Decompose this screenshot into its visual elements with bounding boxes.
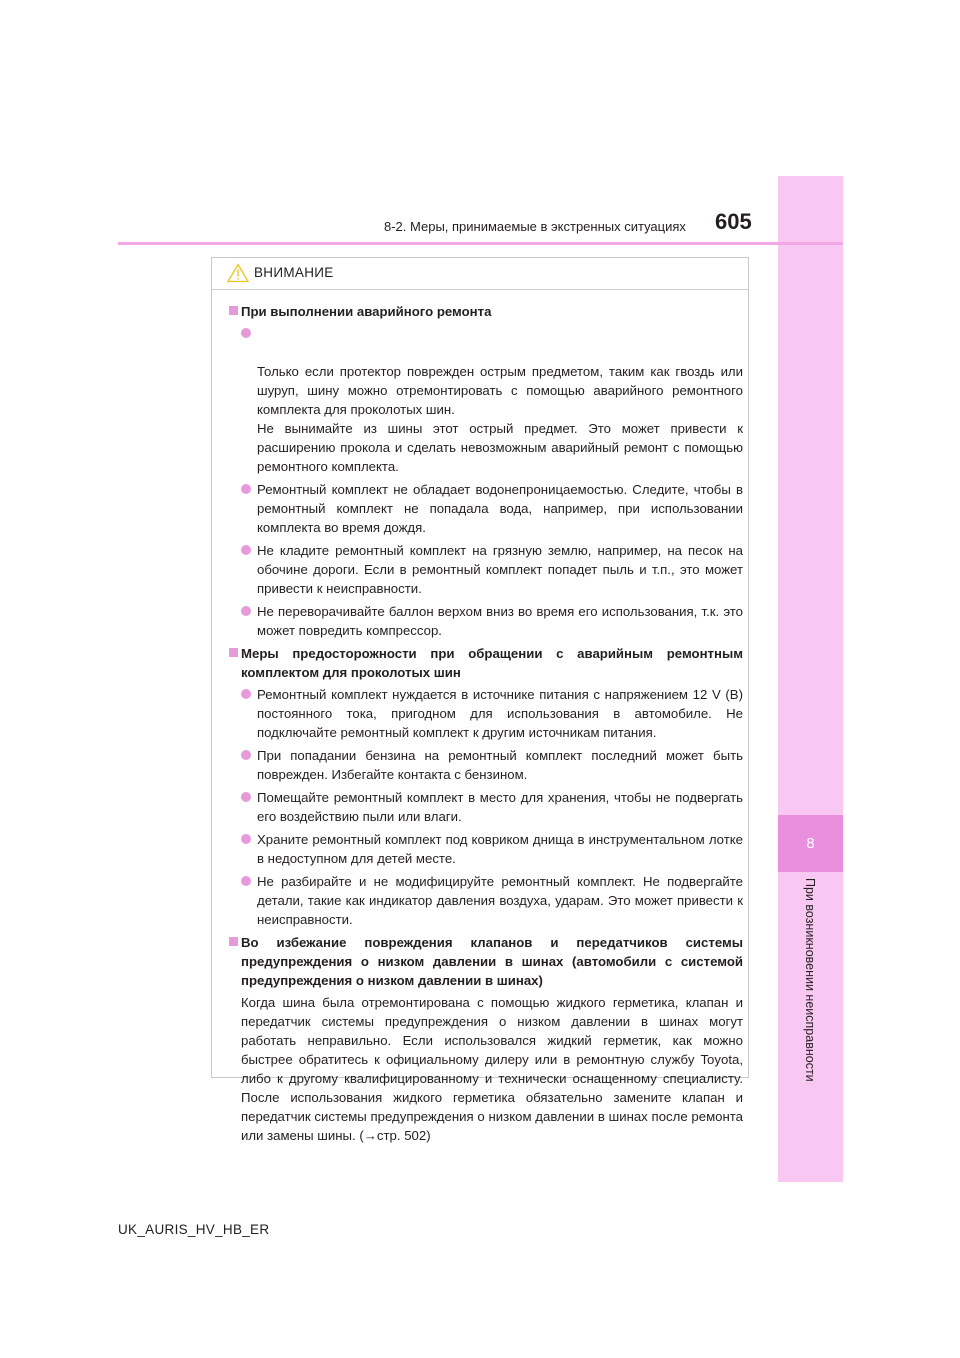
list-item: При попадании бензина на ремонтный комплект последний может быть поврежден. Избегайте контакта с бензином. bbox=[229, 746, 743, 784]
square-bullet-icon bbox=[229, 648, 238, 657]
circle-bullet-icon bbox=[241, 834, 251, 844]
circle-bullet-icon bbox=[241, 876, 251, 886]
chapter-title: При возникновении неисправности bbox=[803, 878, 817, 1082]
square-bullet-icon bbox=[229, 937, 238, 946]
list-item: Ремонтный комплект нуждается в источнике питания с напряжением 12 V (В) постоянного тока, пригодном для использования в автомобиле. Не подключайте ремонтный комплект к другим источникам питания. bbox=[229, 685, 743, 742]
list-item: Не переворачивайте баллон верхом вниз во время его использования, т.к. это может повредить компрессор. bbox=[229, 602, 743, 640]
chapter-number: 8 bbox=[778, 815, 843, 872]
header-divider bbox=[118, 242, 843, 245]
square-bullet-icon bbox=[229, 306, 238, 315]
warning-title: ВНИМАНИЕ bbox=[254, 265, 334, 280]
section-heading: Меры предосторожности при обращении с аварийным ремонтным комплектом для проколотых шин bbox=[229, 644, 743, 682]
circle-bullet-icon bbox=[241, 484, 251, 494]
list-item: Не разбирайте и не модифицируйте ремонтный комплект. Не подвергайте детали, такие как индикатор давления воздуха, ударам. Это может привести к неисправности. bbox=[229, 872, 743, 929]
section-title: 8-2. Меры, принимаемые в экстренных ситуациях bbox=[384, 219, 686, 234]
list-item: Храните ремонтный комплект под ковриком днища в инструментальном лотке в недоступном для детей месте. bbox=[229, 830, 743, 868]
warning-triangle-icon bbox=[227, 263, 249, 288]
circle-bullet-icon bbox=[241, 792, 251, 802]
circle-bullet-icon bbox=[241, 328, 251, 338]
section-paragraph: Когда шина была отремонтирована с помощью жидкого герметика, клапан и передатчик системы предупреждения о низком давлении в шинах могут работать неправильно. Если использовался жидкий герметик, как можно быстрее обратитесь к официальному дилеру или в ремонтную службу Toyota, либо к другому квалифицированному и технически оснащенному специалисту. После использования жидкого герметика обязательно замените клапан и передатчик системы предупреждения о низком давлении в шинах после ремонта или замены шины. (→стр. 502) bbox=[241, 995, 743, 1143]
list-item: Помещайте ремонтный комплект в место для хранения, чтобы не подвергать его воздействию пыли или влаги. bbox=[229, 788, 743, 826]
page-number: 605 bbox=[715, 209, 752, 234]
circle-bullet-icon bbox=[241, 606, 251, 616]
circle-bullet-icon bbox=[241, 545, 251, 555]
list-item: Ремонтный комплект не обладает водонепроницаемостью. Следите, чтобы в ремонтный комплект не попадала вода, например, при использовании комплекта во время дождя. bbox=[229, 480, 743, 537]
list-item: Не кладите ремонтный комплект на грязную землю, например, на песок на обочине дороги. Если в ремонтный комплект попадет пыль и т.п., это может привести к неисправности. bbox=[229, 541, 743, 598]
document-code: UK_AURIS_HV_HB_ER bbox=[118, 1222, 270, 1237]
warning-box bbox=[211, 257, 749, 1143]
warning-header bbox=[212, 258, 748, 290]
circle-bullet-icon bbox=[241, 689, 251, 699]
circle-bullet-icon bbox=[241, 750, 251, 760]
section-heading: Во избежание повреждения клапанов и передатчиков системы предупреждения о низком давлении в шинах (автомобили с системой предупреждения о низком давлении в шинах) bbox=[229, 933, 743, 990]
warning-content bbox=[229, 302, 743, 1145]
list-item: Только если протектор поврежден острым предметом, таким как гвоздь или шуруп, шину можно отремонтировать с помощью аварийного ремонтного комплекта для проколотых шин. Не вынимайте из шины этот острый предмет. Это может привести к расширению прокола и сделать невозможным аварийный ремонт с помощью ремонтного комплекта. bbox=[229, 324, 743, 476]
section-heading: При выполнении аварийного ремонта bbox=[229, 302, 743, 321]
